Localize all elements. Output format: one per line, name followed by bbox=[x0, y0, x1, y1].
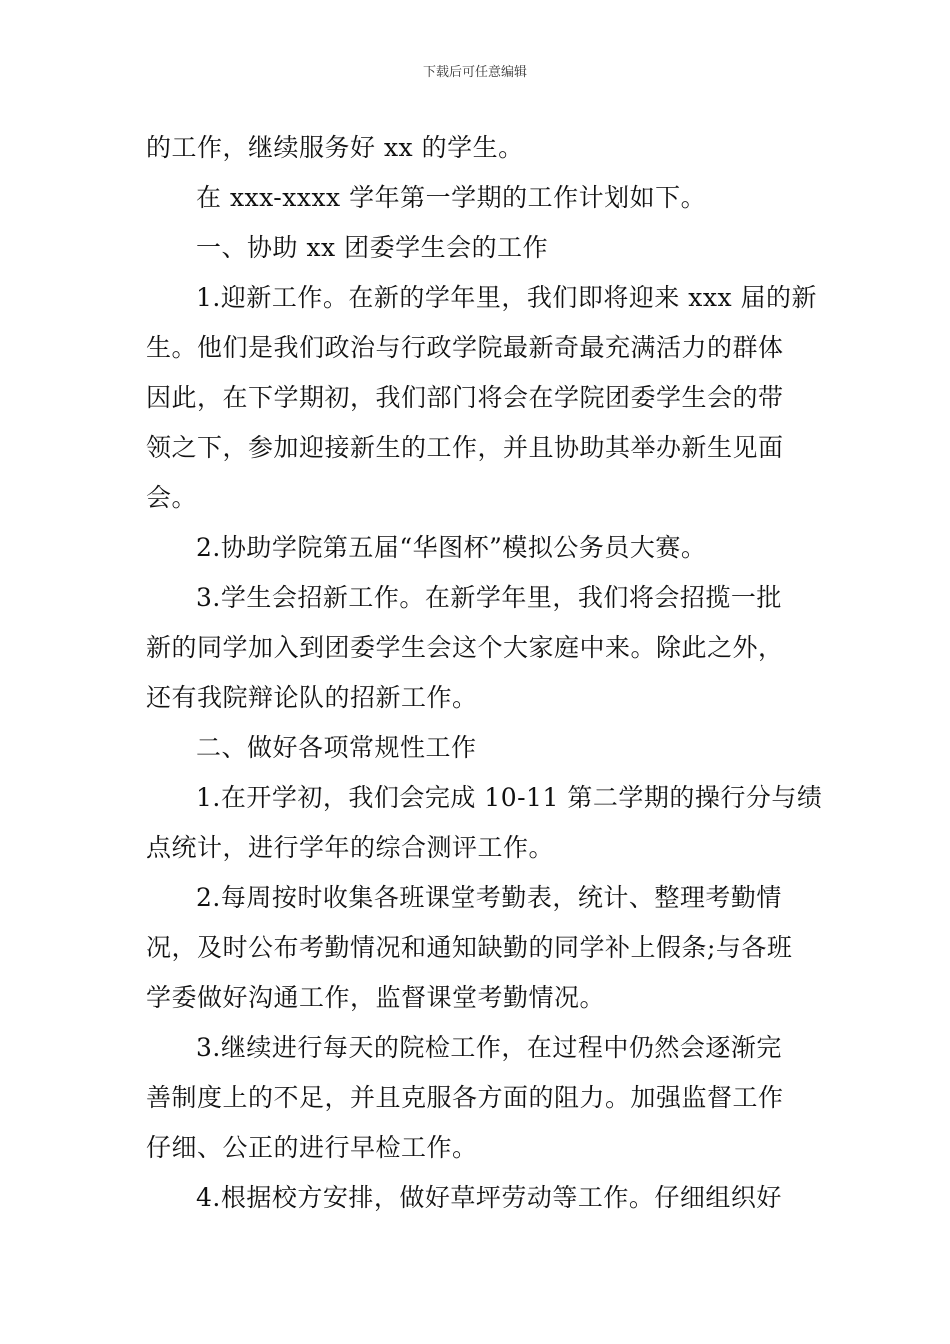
text-line: 2.协助学院第五届“华图杯”模拟公务员大赛。 bbox=[196, 533, 707, 562]
section-heading: 二、做好各项常规性工作 bbox=[196, 733, 477, 762]
page-header: 下载后可任意编辑 bbox=[422, 65, 527, 80]
text-line: 1.在开学初，我们会完成 10-11 第二学期的操行分与绩 bbox=[196, 783, 823, 812]
text-line: 因此，在下学期初，我们部门将会在学院团委学生会的带 bbox=[146, 383, 784, 412]
text-line: 点统计，进行学年的综合测评工作。 bbox=[146, 833, 555, 862]
text-line: 还有我院辩论队的招新工作。 bbox=[146, 683, 478, 712]
text-line: 新的同学加入到团委学生会这个大家庭中来。除此之外， bbox=[146, 633, 784, 662]
text-line: 3.继续进行每天的院检工作，在过程中仍然会逐渐完 bbox=[196, 1033, 782, 1062]
text-line: 4.根据校方安排，做好草坪劳动等工作。仔细组织好 bbox=[196, 1183, 782, 1212]
text-line: 领之下，参加迎接新生的工作，并且协助其举办新生见面 bbox=[146, 433, 784, 462]
text-line: 3.学生会招新工作。在新学年里，我们将会招揽一批 bbox=[196, 583, 782, 612]
text-line: 在 xxx-xxxx 学年第一学期的工作计划如下。 bbox=[196, 183, 707, 212]
text-line: 1.迎新工作。在新的学年里，我们即将迎来 xxx 届的新 bbox=[196, 283, 818, 312]
text-line: 的工作，继续服务好 xx 的学生。 bbox=[146, 133, 524, 162]
text-line: 会。 bbox=[146, 483, 198, 512]
text-line: 学委做好沟通工作，监督课堂考勤情况。 bbox=[146, 983, 606, 1012]
text-line: 况，及时公布考勤情况和通知缺勤的同学补上假条;与各班 bbox=[146, 933, 793, 962]
text-line: 仔细、公正的进行早检工作。 bbox=[146, 1133, 478, 1162]
text-line: 生。他们是我们政治与行政学院最新奇最充满活力的群体 bbox=[146, 333, 784, 362]
text-line: 2.每周按时收集各班课堂考勤表，统计、整理考勤情 bbox=[196, 883, 782, 912]
section-heading: 一、协助 xx 团委学生会的工作 bbox=[196, 233, 549, 262]
text-line: 善制度上的不足，并且克服各方面的阻力。加强监督工作 bbox=[146, 1083, 784, 1112]
